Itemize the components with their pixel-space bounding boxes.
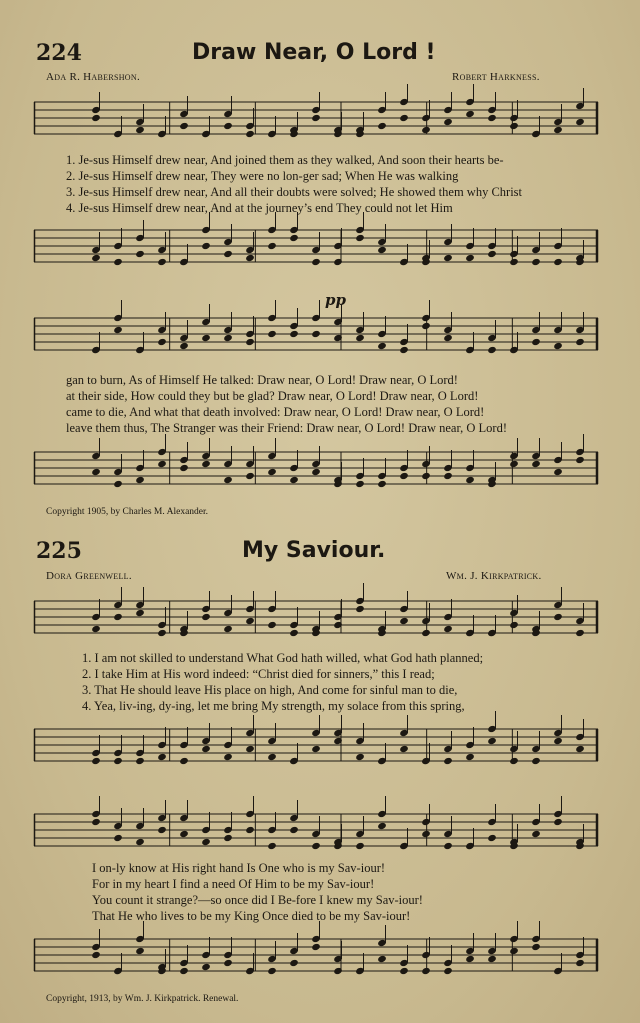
note-head — [355, 842, 365, 850]
note-head — [91, 757, 101, 765]
music-staff-bass — [34, 725, 598, 769]
note-head — [443, 334, 453, 342]
note-head — [399, 967, 409, 975]
note-head — [179, 342, 189, 350]
verse-line: 3. That He should leave His place on high, And come for sinful man to die, — [82, 683, 458, 697]
note-head — [157, 338, 167, 346]
hymn-number: 224 — [36, 40, 82, 66]
note-head — [201, 460, 211, 468]
note-head — [201, 334, 211, 342]
note-head — [421, 830, 431, 838]
note-head — [223, 753, 233, 761]
note-head — [421, 472, 431, 480]
note-head — [487, 250, 497, 258]
note-head — [443, 625, 453, 633]
hymn-title: Draw Near, O Lord ! — [192, 40, 436, 65]
note-head — [311, 330, 321, 338]
verse-line: at their side, How could they but be glad? Draw near, O Lord! Draw near, O Lord! — [66, 389, 479, 403]
note-head — [223, 476, 233, 484]
hymn-composer: Wm. J. Kirkpatrick. — [446, 570, 542, 582]
music-staff-treble — [34, 314, 598, 358]
note-head — [201, 242, 211, 250]
copyright-notice: Copyright, 1913, by Wm. J. Kirkpatrick. Renewal. — [46, 994, 239, 1004]
note-head — [531, 460, 541, 468]
note-head — [311, 842, 321, 850]
verse-line: came to die, And what that death involved: Draw near, O Lord! Draw near, O Lord! — [66, 405, 485, 419]
hymn-title: My Saviour. — [242, 538, 386, 563]
note-head — [531, 338, 541, 346]
note-head — [113, 326, 123, 334]
note-head — [289, 826, 299, 834]
verse-line: That He who lives to be my King Once died to be my Sav-iour! — [92, 909, 411, 923]
note-head — [245, 338, 255, 346]
note-head — [421, 967, 431, 975]
note-head — [575, 456, 585, 464]
hymn-composer: Robert Harkness. — [452, 71, 540, 83]
copyright-notice: Copyright 1905, by Charles M. Alexander. — [46, 507, 209, 517]
note-head — [355, 753, 365, 761]
note-head — [223, 122, 233, 130]
note-head — [179, 757, 189, 765]
note-head — [575, 118, 585, 126]
note-head — [157, 826, 167, 834]
note-head — [509, 258, 519, 266]
note-head — [223, 959, 233, 967]
note-head — [377, 122, 387, 130]
note-head — [377, 822, 387, 830]
note-head — [223, 625, 233, 633]
verse-block — [92, 860, 423, 924]
verse-line: 1. Je-sus Himself drew near, And joined them as they walked, And soon their hearts be- — [66, 153, 504, 167]
note-head — [289, 629, 299, 637]
note-head — [355, 480, 365, 488]
note-head — [91, 625, 101, 633]
note-head — [531, 830, 541, 838]
note-head — [377, 480, 387, 488]
note-head — [443, 757, 453, 765]
verse-block — [66, 152, 522, 216]
music-staff-bass — [34, 448, 598, 492]
note-head — [421, 126, 431, 134]
note-head — [201, 613, 211, 621]
note-head — [399, 472, 409, 480]
note-head — [465, 254, 475, 262]
note-head — [443, 254, 453, 262]
note-head — [487, 737, 497, 745]
note-head — [465, 955, 475, 963]
verse-line: 2. I take Him at His word indeed: “Christ died for sinners,” this I read; — [82, 667, 435, 681]
note-head — [135, 947, 145, 955]
verse-line: 3. Je-sus Himself drew near, And all their doubts were solved; He showed them why Christ — [66, 185, 523, 199]
note-head — [311, 745, 321, 753]
note-head — [575, 959, 585, 967]
note-head — [509, 757, 519, 765]
note-head — [399, 617, 409, 625]
note-head — [179, 122, 189, 130]
note-head — [399, 346, 409, 354]
note-head — [443, 967, 453, 975]
note-head — [575, 745, 585, 753]
note-head — [289, 234, 299, 242]
music-staff-bass — [34, 935, 598, 979]
note-head — [91, 951, 101, 959]
note-head — [443, 118, 453, 126]
note-head — [553, 737, 563, 745]
note-head — [311, 114, 321, 122]
note-head — [267, 242, 277, 250]
note-head — [135, 126, 145, 134]
note-head — [135, 476, 145, 484]
note-head — [531, 757, 541, 765]
note-head — [223, 834, 233, 842]
note-head — [113, 613, 123, 621]
verse-line: For in my heart I find a need Of Him to be my Sav-iour! — [92, 877, 375, 891]
note-head — [157, 258, 167, 266]
note-head — [113, 757, 123, 765]
verse-block — [82, 650, 483, 714]
note-head — [267, 842, 277, 850]
note-head — [575, 629, 585, 637]
note-head — [553, 613, 563, 621]
note-head — [245, 254, 255, 262]
verse-line: You count it strange?—so once did I Be-fore I knew my Sav-iour! — [92, 893, 423, 907]
note-head — [311, 258, 321, 266]
note-head — [267, 967, 277, 975]
note-head — [487, 114, 497, 122]
hymn-author: Ada R. Habershon. — [46, 71, 140, 83]
note-head — [179, 967, 189, 975]
note-head — [135, 838, 145, 846]
note-head — [267, 621, 277, 629]
note-head — [509, 621, 519, 629]
note-head — [289, 330, 299, 338]
note-head — [157, 460, 167, 468]
note-head — [91, 818, 101, 826]
note-head — [91, 468, 101, 476]
dynamic-marking: pp — [325, 291, 346, 309]
note-head — [91, 254, 101, 262]
verse-line: 4. Yea, liv-ing, dy-ing, let me bring My strength, my solace from this spring, — [82, 699, 465, 713]
note-head — [223, 250, 233, 258]
verse-line: leave them thus, The Stranger was their Friend: Draw near, O Lord! Draw near, O Lord! — [66, 421, 507, 435]
note-head — [157, 629, 167, 637]
verse-line: 2. Je-sus Himself drew near, They were no lon-ger sad; When He was walking — [66, 169, 459, 183]
note-head — [245, 745, 255, 753]
music-staff-bass — [34, 226, 598, 270]
note-head — [135, 250, 145, 258]
note-head — [311, 468, 321, 476]
verse-block — [66, 372, 507, 436]
note-head — [553, 126, 563, 134]
note-head — [245, 472, 255, 480]
note-head — [377, 246, 387, 254]
note-head — [465, 110, 475, 118]
note-head — [443, 472, 453, 480]
note-head — [355, 334, 365, 342]
note-head — [487, 346, 497, 354]
note-head — [245, 130, 255, 138]
note-head — [201, 963, 211, 971]
note-head — [179, 830, 189, 838]
note-head — [421, 629, 431, 637]
note-head — [399, 114, 409, 122]
verse-line: I on-ly know at His right hand Is One who is my Sav-iour! — [92, 861, 386, 875]
hymn-number: 225 — [36, 538, 82, 564]
note-head — [113, 834, 123, 842]
note-head — [135, 757, 145, 765]
note-head — [553, 818, 563, 826]
verse-line: 1. I am not skilled to understand What God hath willed, what God hath planned; — [82, 651, 484, 665]
note-head — [487, 834, 497, 842]
note-head — [575, 338, 585, 346]
note-head — [443, 842, 453, 850]
note-head — [465, 476, 475, 484]
note-head — [509, 122, 519, 130]
note-head — [311, 943, 321, 951]
note-head — [135, 609, 145, 617]
note-head — [355, 605, 365, 613]
note-head — [91, 114, 101, 122]
note-head — [531, 943, 541, 951]
note-head — [245, 617, 255, 625]
note-head — [113, 480, 123, 488]
note-head — [289, 959, 299, 967]
note-head — [421, 322, 431, 330]
note-head — [553, 342, 563, 350]
note-head — [201, 838, 211, 846]
note-head — [113, 258, 123, 266]
note-head — [465, 753, 475, 761]
note-head — [267, 330, 277, 338]
note-head — [487, 955, 497, 963]
note-head — [509, 947, 519, 955]
note-head — [245, 826, 255, 834]
note-head — [553, 468, 563, 476]
note-head — [267, 468, 277, 476]
verse-line: gan to burn, As of Himself He talked: Draw near, O Lord! Draw near, O Lord! — [66, 373, 458, 387]
note-head — [223, 334, 233, 342]
verse-line: 4. Je-sus Himself drew near, And at the journey’s end They could not let Him — [66, 201, 453, 215]
note-head — [509, 460, 519, 468]
note-head — [531, 258, 541, 266]
note-head — [267, 753, 277, 761]
note-head — [179, 464, 189, 472]
music-staff-treble — [34, 810, 598, 854]
note-head — [399, 745, 409, 753]
note-head — [201, 745, 211, 753]
note-head — [289, 476, 299, 484]
music-staff-treble — [34, 597, 598, 641]
note-head — [377, 955, 387, 963]
music-staff-treble — [34, 98, 598, 142]
note-head — [553, 258, 563, 266]
note-head — [157, 753, 167, 761]
note-head — [377, 342, 387, 350]
hymn-author: Dora Greenwell. — [46, 570, 132, 582]
note-head — [355, 234, 365, 242]
